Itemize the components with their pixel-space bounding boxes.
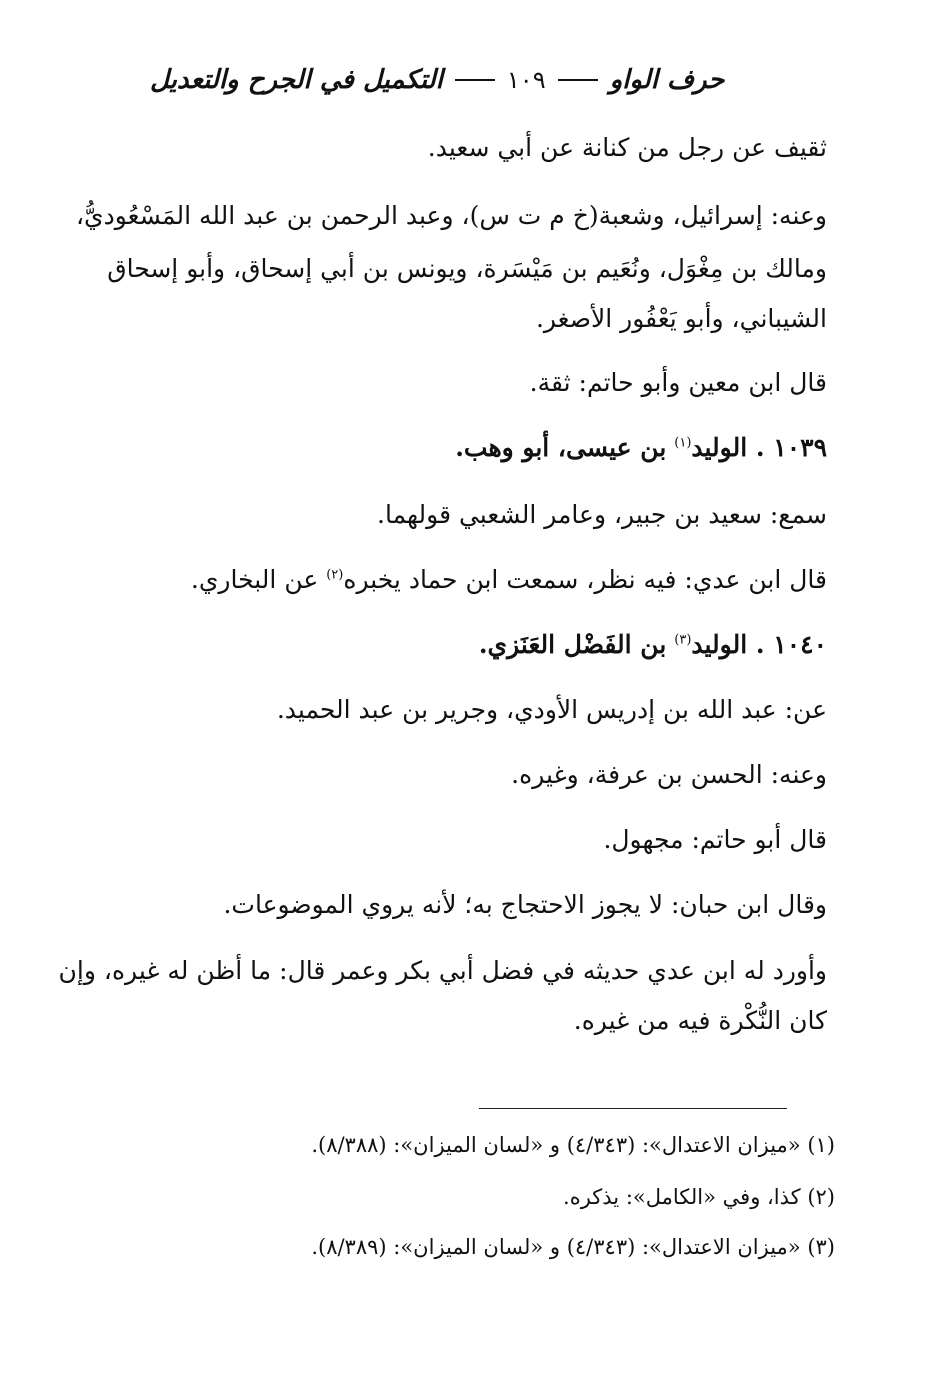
book-title: التكميل في الجرح والتعديل <box>150 65 443 95</box>
footnote-1: (١) «ميزان الاعتدال»: (٤/٣٤٣) و «لسان الميزان»: (٨/٣٨٨). <box>311 1133 835 1157</box>
footnote-separator <box>479 1108 787 1109</box>
entry-heading-1040: ١٠٤٠ . الوليد$^{(٣)}$ بن الفَضْل العَنَزي. <box>478 630 827 659</box>
text-line: قال أبو حاتم: مجهول. <box>603 825 827 854</box>
chapter-title: حرف الواو <box>609 65 725 95</box>
entry-number: ١٠٣٩ <box>773 433 827 462</box>
text-line: الشيباني، وأبو يَعْفُور الأصغر. <box>535 304 827 333</box>
entry-rest: بن الفَضْل العَنَزي. <box>478 630 667 659</box>
footnote-3: (٣) «ميزان الاعتدال»: (٤/٣٤٣) و «لسان الميزان»: (٨/٣٨٩). <box>311 1235 835 1259</box>
entry-number: ١٠٤٠ <box>773 630 827 659</box>
text-line: ومالك بن مِغْوَل، ونُعَيم بن مَيْسَرة، ويونس بن أبي إسحاق، وأبو إسحاق <box>107 254 827 283</box>
header-divider <box>558 79 598 81</box>
text-line: عن: عبد الله بن إدريس الأودي، وجرير بن عبد الحميد. <box>276 695 827 724</box>
running-header <box>150 60 829 100</box>
text-line: سمع: سعيد بن جبير، وعامر الشعبي قولهما. <box>377 500 827 529</box>
text-line: قال ابن معين وأبو حاتم: ثقة. <box>529 368 827 397</box>
text-segment: قال ابن عدي: فيه نظر، سمعت ابن حماد يخبره <box>343 565 827 594</box>
text-line: وأورد له ابن عدي حديثه في فضل أبي بكر وعمر قال: ما أظن له غيره، وإن <box>58 956 827 985</box>
entry-rest: بن عيسى، أبو وهب. <box>455 433 667 462</box>
text-line: ثقيف عن رجل من كنانة عن أبي سعيد. <box>427 133 827 162</box>
header-divider <box>455 79 495 81</box>
entry-name: الوليد <box>691 433 748 462</box>
text-line: وقال ابن حبان: لا يجوز الاحتجاج به؛ لأنه يروي الموضوعات. <box>223 890 827 919</box>
text-line: كان النُّكْرة فيه من غيره. <box>573 1006 827 1035</box>
footnote-ref: (٢) <box>326 567 344 583</box>
text-line: وعنه: الحسن بن عرفة، وغيره. <box>511 760 827 789</box>
footnote-2: (٢) كذا، وفي «الكامل»: يذكره. <box>563 1185 835 1209</box>
text-line: وعنه: إسرائيل، وشعبة(خ م ت س)، وعبد الرحمن بن عبد الله المَسْعُوديُّ، <box>75 201 827 230</box>
text-segment: عن البخاري. <box>190 565 319 594</box>
entry-heading-1039: ١٠٣٩ . الوليد$^{(١)}$ بن عيسى، أبو وهب. <box>455 433 827 462</box>
page-number: ١٠٩ <box>506 66 546 94</box>
footnote-ref: (٣) <box>674 632 692 648</box>
entry-name: الوليد <box>691 630 748 659</box>
footnote-ref: (١) <box>674 435 692 451</box>
text-line <box>191 560 827 600</box>
